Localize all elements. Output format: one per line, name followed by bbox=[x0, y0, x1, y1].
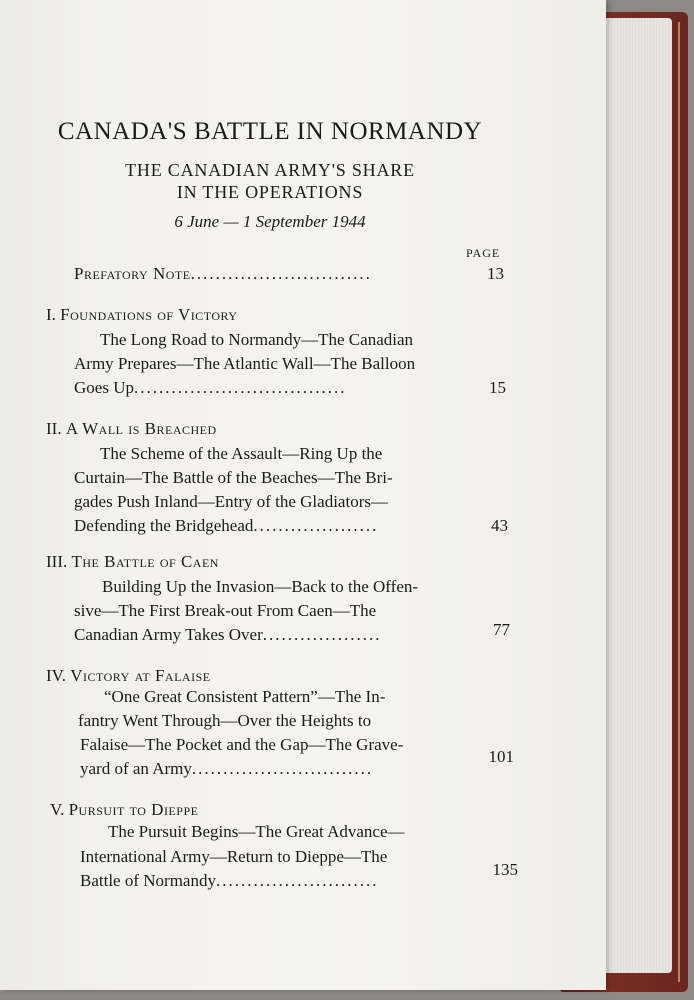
chapter-heading bbox=[50, 798, 198, 822]
chapter-heading bbox=[46, 303, 238, 327]
leader-dots: ................... bbox=[262, 625, 382, 644]
chapter-page: 77 bbox=[493, 620, 510, 639]
desc-last: Defending the Bridgehead bbox=[74, 516, 254, 535]
chapter-title: The Battle of Caen bbox=[71, 552, 219, 571]
leader-dots: .......................... bbox=[215, 871, 379, 890]
chapter-numeral: I. bbox=[46, 305, 56, 324]
date-range: 6 June — 1 September 1944 bbox=[174, 212, 366, 231]
desc-line: sive—The First Break-out From Caen—The bbox=[74, 601, 377, 620]
chapter-page: 101 bbox=[488, 747, 514, 766]
chapter-title: Victory at Falaise bbox=[70, 666, 211, 685]
chapter-last-line bbox=[80, 869, 480, 893]
leader-dots: ............................. bbox=[191, 759, 374, 778]
desc-line: fantry Went Through—Over the Heights to bbox=[78, 711, 372, 730]
chapter-page: 43 bbox=[491, 516, 508, 535]
desc-line: International Army—Return to Dieppe—The bbox=[80, 847, 388, 866]
chapter-last-line bbox=[80, 757, 478, 781]
gilt-line bbox=[678, 22, 680, 982]
page-column-heading: PAGE bbox=[466, 246, 501, 260]
desc-line: Building Up the Invasion—Back to the Offen- bbox=[102, 577, 419, 596]
subtitle-line-2: IN THE OPERATIONS bbox=[176, 182, 364, 202]
leader-dots: .................................. bbox=[133, 378, 347, 397]
chapter-numeral: II. bbox=[46, 419, 62, 438]
chapter-page: 135 bbox=[492, 860, 518, 879]
chapter-page: 15 bbox=[489, 378, 506, 397]
desc-last: Goes Up bbox=[74, 378, 134, 397]
chapter-last-line bbox=[74, 623, 474, 647]
chapter-numeral: IV. bbox=[46, 666, 66, 685]
desc-line: The Scheme of the Assault—Ring Up the bbox=[100, 444, 383, 463]
chapter-heading bbox=[46, 550, 219, 574]
page-edges bbox=[596, 18, 672, 973]
chapter-title: Foundations of Victory bbox=[60, 305, 238, 324]
desc-last: yard of an Army bbox=[80, 759, 192, 778]
prefatory-page: 13 bbox=[487, 264, 504, 283]
book-title: CANADA'S BATTLE IN NORMANDY bbox=[57, 118, 483, 145]
prefatory-entry bbox=[74, 262, 474, 286]
prefatory-label: Prefatory Note bbox=[74, 264, 191, 283]
desc-last: Battle of Normandy bbox=[80, 871, 216, 890]
chapter-numeral: V. bbox=[50, 800, 65, 819]
desc-line: The Pursuit Begins—The Great Advance— bbox=[108, 822, 405, 841]
chapter-title: Pursuit to Dieppe bbox=[68, 800, 199, 819]
desc-line: Falaise—The Pocket and the Gap—The Grave- bbox=[80, 735, 404, 754]
chapter-heading bbox=[46, 417, 217, 441]
subtitle-line-1: THE CANADIAN ARMY'S SHARE bbox=[125, 160, 415, 180]
chapter-last-line bbox=[74, 376, 474, 400]
chapter-numeral: III. bbox=[46, 552, 68, 571]
leader-dots: .................... bbox=[253, 516, 379, 535]
desc-line: Curtain—The Battle of the Beaches—The Bri- bbox=[74, 468, 393, 487]
desc-line: The Long Road to Normandy—The Canadian bbox=[100, 330, 414, 349]
chapter-title: A Wall is Breached bbox=[65, 419, 217, 438]
desc-last: Canadian Army Takes Over bbox=[74, 625, 263, 644]
chapter-description bbox=[74, 328, 474, 352]
desc-line: Army Prepares—The Atlantic Wall—The Balloon bbox=[74, 354, 416, 373]
leader-dots: ............................. bbox=[190, 264, 372, 283]
chapter-last-line bbox=[74, 514, 474, 538]
desc-line: “One Great Consistent Pattern”—The In- bbox=[104, 687, 386, 706]
desc-line: gades Push Inland—Entry of the Gladiators— bbox=[74, 492, 388, 511]
